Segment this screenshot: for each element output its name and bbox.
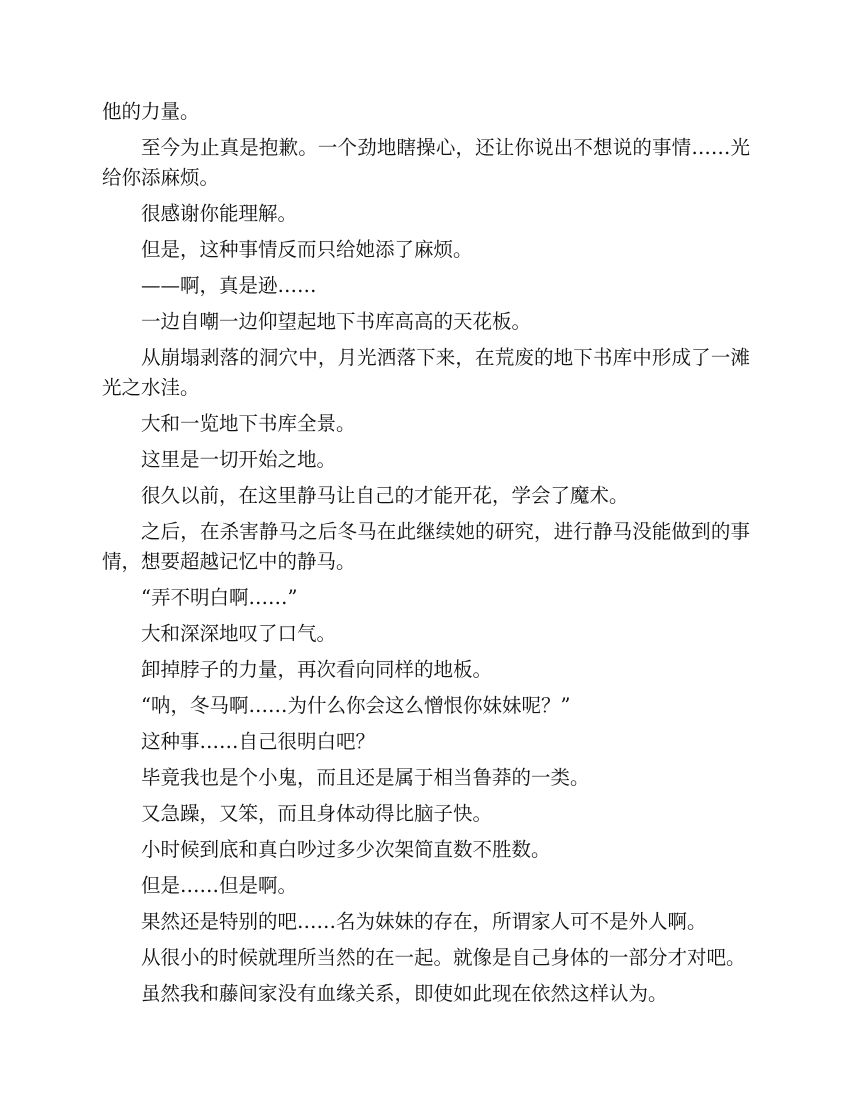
paragraph: 至今为止真是抱歉。一个劲地瞎操心，还让你说出不想说的事情……光给你添麻烦。 [102, 136, 750, 189]
paragraph: 果然还是特别的吧……名为妹妹的存在，所谓家人可不是外人啊。 [141, 910, 707, 933]
paragraph: 大和深深地叹了口气。 [141, 622, 337, 645]
paragraph: 小时候到底和真白吵过多少次架简直数不胜数。 [141, 838, 551, 861]
document-page [102, 97, 750, 1015]
paragraph: 又急躁，又笨，而且身体动得比脑子快。 [141, 802, 493, 825]
paragraph: 他的力量。 [102, 100, 200, 123]
paragraph: 但是……但是啊。 [141, 874, 298, 897]
paragraph: 之后，在杀害静马之后冬马在此继续她的研究，进行静马没能做到的事情，想要超越记忆中的静马。 [102, 520, 750, 573]
paragraph: 这里是一切开始之地。 [141, 448, 337, 471]
paragraph: 卸掉脖子的力量，再次看向同样的地板。 [141, 658, 493, 681]
paragraph: 很感谢你能理解。 [141, 202, 298, 225]
paragraph: 虽然我和藤间家没有血缘关系，即使如此现在依然这样认为。 [141, 982, 668, 1005]
paragraph: 从崩塌剥落的洞穴中，月光洒落下来，在荒废的地下书库中形成了一滩光之水洼。 [102, 346, 750, 399]
paragraph: “呐，冬马啊……为什么你会这么憎恨你妹妹呢？” [141, 694, 571, 717]
paragraph: 毕竟我也是个小鬼，而且还是属于相当鲁莽的一类。 [141, 766, 590, 789]
paragraph: 一边自嘲一边仰望起地下书库高高的天花板。 [141, 310, 532, 333]
paragraph: 大和一览地下书库全景。 [141, 412, 356, 435]
paragraph: “弄不明白啊……” [141, 586, 298, 609]
paragraph: ——啊，真是逊…… [141, 274, 317, 297]
paragraph: 这种事……自己很明白吧？ [141, 730, 376, 753]
paragraph: 很久以前，在这里静马让自己的才能开花，学会了魔术。 [141, 484, 629, 507]
paragraph: 但是，这种事情反而只给她添了麻烦。 [141, 238, 473, 261]
paragraph: 从很小的时候就理所当然的在一起。就像是自己身体的一部分才对吧。 [141, 946, 746, 969]
